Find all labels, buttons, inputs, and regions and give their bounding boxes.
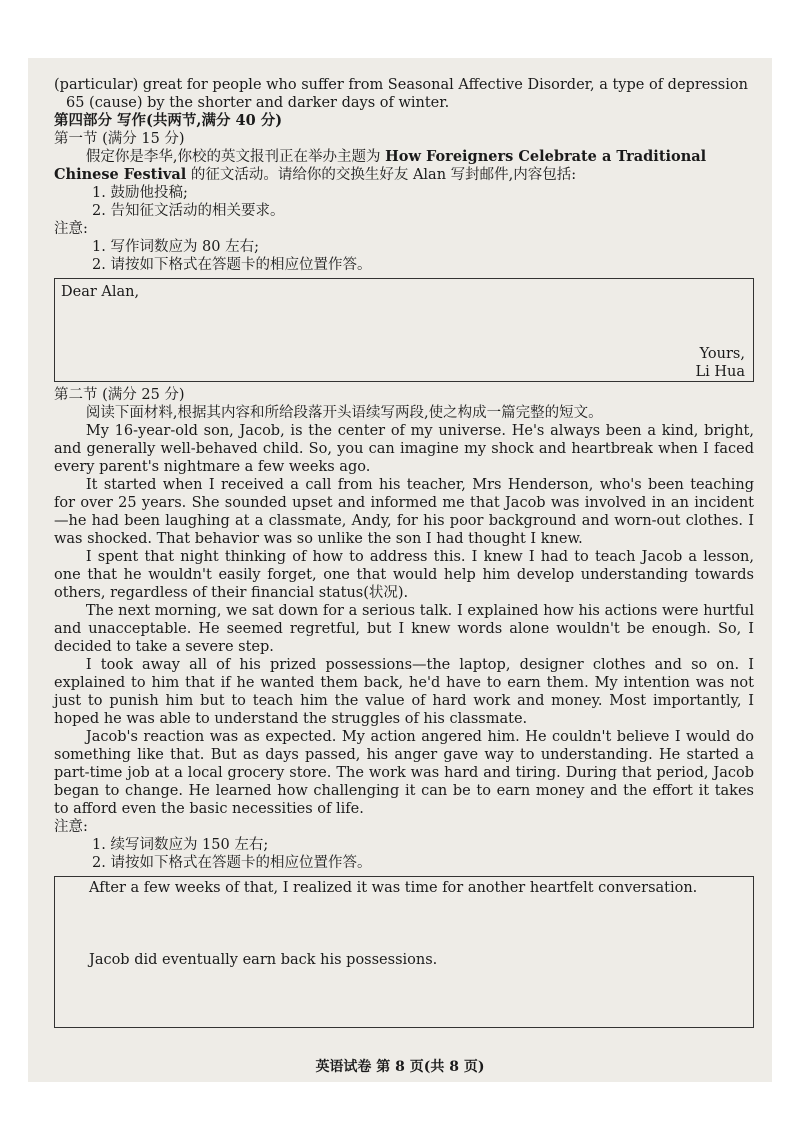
note-item-2: 2. 请按如下格式在答题卡的相应位置作答。 bbox=[92, 257, 372, 273]
task-description bbox=[54, 148, 754, 184]
task-item-1: 1. 鼓励他投稿; bbox=[92, 185, 188, 201]
story-paragraph: I spent that night thinking of how to address this. I knew I had to teach Jacob a lesson, one that he wouldn't easily forget, one that would help him develop understanding towards others, regardless of their financial status(状况). bbox=[54, 549, 754, 601]
story-passage bbox=[54, 422, 754, 818]
note-item-1: 1. 写作词数应为 80 左右; bbox=[92, 239, 259, 255]
task-suffix: 的征文活动。请给你的交换生好友 Alan 写封邮件,内容包括: bbox=[190, 167, 577, 183]
story-paragraph: It started when I received a call from his teacher, Mrs Henderson, who's been teaching for over 25 years. She sounded upset and informed me that Jacob was involved in an incident—he had been laughing at a classmate, Andy, for his poor background and worn-out clothes. I was shocked. That behavior was so unlike the son I had thought I knew. bbox=[54, 477, 754, 547]
cloze-line-2: 65 (cause) by the shorter and darker days of winter. bbox=[66, 95, 450, 111]
page-footer: 英语试卷 第 8 页(共 8 页) bbox=[315, 1059, 485, 1075]
note2-item-1: 1. 续写词数应为 150 左右; bbox=[92, 837, 269, 853]
section1-title: 第一节 (满分 15 分) bbox=[54, 131, 185, 147]
letter-answer-box bbox=[54, 278, 754, 382]
letter-closing bbox=[695, 345, 745, 381]
task-item-2: 2. 告知征文活动的相关要求。 bbox=[92, 203, 285, 219]
note2-item-2: 2. 请按如下格式在答题卡的相应位置作答。 bbox=[92, 855, 372, 871]
section2-instruction: 阅读下面材料,根据其内容和所给段落开头语续写两段,使之构成一篇完整的短文。 bbox=[85, 405, 603, 421]
note-label-2: 注意: bbox=[54, 819, 88, 835]
part4-header: 第四部分 写作(共两节,满分 40 分) bbox=[54, 112, 283, 129]
letter-greeting: Dear Alan, bbox=[61, 284, 140, 300]
task-prefix: 假定你是李华,你校的英文报刊正在举办主题为 bbox=[85, 149, 381, 165]
exam-page bbox=[28, 58, 772, 1082]
letter-closing-yours: Yours, bbox=[699, 346, 745, 362]
page-content bbox=[28, 58, 772, 1082]
paragraph2-opener: Jacob did eventually earn back his possessions. bbox=[89, 952, 438, 968]
story-paragraph: My 16-year-old son, Jacob, is the center of my universe. He's always been a kind, bright, and generally well-behaved child. So, you can imagine my shock and heartbreak when I faced every parent's nightmare a few weeks ago. bbox=[54, 423, 754, 475]
continuation-answer-box bbox=[54, 876, 754, 1028]
paragraph1-opener: After a few weeks of that, I realized it was time for another heartfelt conversation. bbox=[89, 880, 698, 896]
letter-signature: Li Hua bbox=[695, 364, 745, 380]
story-paragraph: I took away all of his prized possessions—the laptop, designer clothes and so on. I explained to him that if he wanted them back, he'd have to earn them. My intention was not just to punish him but to teach him the value of hard work and money. Most importantly, I hoped he was able to understand the struggles of his classmate. bbox=[54, 657, 754, 727]
section2-title: 第二节 (满分 25 分) bbox=[54, 387, 185, 403]
task-topic: How Foreigners Celebrate a Traditional Chinese Festival bbox=[54, 148, 707, 183]
story-paragraph: The next morning, we sat down for a serious talk. I explained how his actions were hurtful and unacceptable. He seemed regretful, but I knew words alone wouldn't be enough. So, I decided to take a severe step. bbox=[54, 603, 754, 655]
cloze-line-1: (particular) great for people who suffer from Seasonal Affective Disorder, a type of depression bbox=[54, 77, 748, 93]
story-paragraph: Jacob's reaction was as expected. My action angered him. He couldn't believe I would do something like that. But as days passed, his anger gave way to understanding. He started a part-time job at a local grocery store. The work was hard and tiring. During that period, Jacob began to change. He learned how challenging it can be to earn money and the effort it takes to afford even the basic necessities of life. bbox=[54, 729, 754, 817]
note-label: 注意: bbox=[54, 221, 88, 237]
